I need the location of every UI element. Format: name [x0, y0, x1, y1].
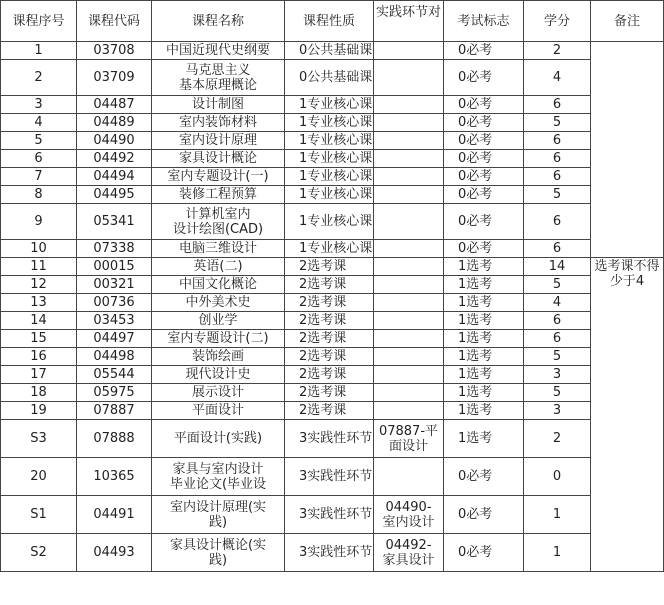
- credit-cell: 3: [524, 402, 591, 420]
- practice-link-cell: [374, 384, 444, 402]
- course-name-cell: 现代设计史: [152, 366, 285, 384]
- course-type-cell: 2选考课: [285, 348, 374, 366]
- practice-link-cell: [374, 168, 444, 186]
- exam-flag-cell: 0必考: [444, 132, 524, 150]
- course-type-cell: 1专业核心课: [285, 240, 374, 258]
- header-cell: 课程性质: [285, 1, 374, 42]
- table-row: [1, 366, 664, 384]
- course-type-cell: 3实践性环节: [285, 534, 374, 572]
- credit-cell: 1: [524, 534, 591, 572]
- course-code-cell: 03709: [77, 60, 152, 96]
- course-code-cell: 05544: [77, 366, 152, 384]
- header-cell: 课程代码: [77, 1, 152, 42]
- exam-flag-cell: 0必考: [444, 150, 524, 168]
- exam-flag-cell: 0必考: [444, 186, 524, 204]
- row-number-cell: 16: [1, 348, 77, 366]
- course-code-cell: 05341: [77, 204, 152, 240]
- practice-link-cell: 04492- 家具设计: [374, 534, 444, 572]
- course-name-cell: 电脑三维设计: [152, 240, 285, 258]
- exam-flag-cell: 0必考: [444, 42, 524, 60]
- row-number-cell: 9: [1, 204, 77, 240]
- row-number-cell: 20: [1, 458, 77, 496]
- course-name-cell: 平面设计: [152, 402, 285, 420]
- course-name-cell: 装饰绘画: [152, 348, 285, 366]
- course-code-cell: 04494: [77, 168, 152, 186]
- row-number-cell: 2: [1, 60, 77, 96]
- course-type-cell: 2选考课: [285, 258, 374, 276]
- practice-link-cell: [374, 276, 444, 294]
- credit-cell: 5: [524, 384, 591, 402]
- course-name-cell: 家具设计概论: [152, 150, 285, 168]
- row-number-cell: 1: [1, 42, 77, 60]
- practice-link-cell: 07887-平 面设计: [374, 420, 444, 458]
- remark-note: 选考课不得少于4: [591, 258, 664, 572]
- exam-flag-cell: 1选考: [444, 312, 524, 330]
- course-type-cell: 1专业核心课: [285, 132, 374, 150]
- row-number-cell: 14: [1, 312, 77, 330]
- course-name-cell: 平面设计(实践): [152, 420, 285, 458]
- credit-cell: 5: [524, 114, 591, 132]
- course-name-cell: 英语(二): [152, 258, 285, 276]
- course-type-cell: 1专业核心课: [285, 204, 374, 240]
- table-row: [1, 204, 664, 240]
- header-cell: 备注: [591, 1, 664, 42]
- exam-flag-cell: 1选考: [444, 366, 524, 384]
- row-number-cell: 15: [1, 330, 77, 348]
- course-code-cell: 04492: [77, 150, 152, 168]
- course-name-cell: 室内设计原理: [152, 132, 285, 150]
- header-cell: 课程名称: [152, 1, 285, 42]
- credit-cell: 4: [524, 294, 591, 312]
- row-number-cell: 4: [1, 114, 77, 132]
- exam-flag-cell: 1选考: [444, 330, 524, 348]
- course-name-cell: 家具设计概论(实 践): [152, 534, 285, 572]
- row-number-cell: S2: [1, 534, 77, 572]
- exam-flag-cell: 0必考: [444, 96, 524, 114]
- course-code-cell: 04490: [77, 132, 152, 150]
- course-code-cell: 04487: [77, 96, 152, 114]
- practice-link-cell: [374, 330, 444, 348]
- course-name-cell: 展示设计: [152, 384, 285, 402]
- course-type-cell: 2选考课: [285, 366, 374, 384]
- exam-flag-cell: 1选考: [444, 258, 524, 276]
- course-name-cell: 室内装饰材料: [152, 114, 285, 132]
- row-number-cell: 3: [1, 96, 77, 114]
- table-row: [1, 168, 664, 186]
- course-name-cell: 计算机室内 设计绘图(CAD): [152, 204, 285, 240]
- course-type-cell: 1专业核心课: [285, 186, 374, 204]
- credit-cell: 14: [524, 258, 591, 276]
- row-number-cell: 5: [1, 132, 77, 150]
- course-code-cell: 07338: [77, 240, 152, 258]
- course-name-cell: 中国近现代史纲要: [152, 42, 285, 60]
- course-type-cell: 0公共基础课: [285, 42, 374, 60]
- table-row: [1, 312, 664, 330]
- remark-cell: [591, 42, 664, 258]
- practice-link-cell: [374, 258, 444, 276]
- course-code-cell: 00736: [77, 294, 152, 312]
- row-number-cell: 11: [1, 258, 77, 276]
- practice-link-cell: [374, 150, 444, 168]
- table-row: [1, 348, 664, 366]
- row-number-cell: S3: [1, 420, 77, 458]
- table-row: [1, 96, 664, 114]
- course-name-cell: 马克思主义 基本原理概论: [152, 60, 285, 96]
- table-row: [1, 186, 664, 204]
- table-row: [1, 276, 664, 294]
- practice-link-cell: [374, 204, 444, 240]
- table-row: [1, 420, 664, 458]
- practice-link-cell: [374, 186, 444, 204]
- exam-flag-cell: 0必考: [444, 60, 524, 96]
- course-code-cell: 00015: [77, 258, 152, 276]
- course-name-cell: 家具与室内设计 毕业论文(毕业设: [152, 458, 285, 496]
- row-number-cell: 8: [1, 186, 77, 204]
- exam-flag-cell: 0必考: [444, 534, 524, 572]
- header-cell: 实践环节对: [374, 1, 444, 42]
- credit-cell: 5: [524, 276, 591, 294]
- course-name-cell: 室内设计原理(实 践): [152, 496, 285, 534]
- practice-link-cell: [374, 294, 444, 312]
- credit-cell: 6: [524, 240, 591, 258]
- course-code-cell: 04498: [77, 348, 152, 366]
- credit-cell: 6: [524, 96, 591, 114]
- credit-cell: 5: [524, 186, 591, 204]
- exam-flag-cell: 0必考: [444, 458, 524, 496]
- course-code-cell: 07887: [77, 402, 152, 420]
- credit-cell: 6: [524, 168, 591, 186]
- course-name-cell: 中外美术史: [152, 294, 285, 312]
- table-row: [1, 534, 664, 572]
- table-row: [1, 402, 664, 420]
- table-row: [1, 114, 664, 132]
- course-code-cell: 04493: [77, 534, 152, 572]
- exam-flag-cell: 0必考: [444, 204, 524, 240]
- course-code-cell: 03453: [77, 312, 152, 330]
- course-type-cell: 2选考课: [285, 294, 374, 312]
- credit-cell: 6: [524, 150, 591, 168]
- header-row: [1, 1, 664, 42]
- row-number-cell: 6: [1, 150, 77, 168]
- table-row: [1, 132, 664, 150]
- course-type-cell: 2选考课: [285, 330, 374, 348]
- exam-flag-cell: 1选考: [444, 402, 524, 420]
- row-number-cell: 17: [1, 366, 77, 384]
- credit-cell: 6: [524, 132, 591, 150]
- practice-link-cell: [374, 240, 444, 258]
- course-code-cell: 04489: [77, 114, 152, 132]
- practice-link-cell: [374, 458, 444, 496]
- row-number-cell: 12: [1, 276, 77, 294]
- exam-flag-cell: 1选考: [444, 420, 524, 458]
- exam-flag-cell: 0必考: [444, 496, 524, 534]
- exam-flag-cell: 0必考: [444, 114, 524, 132]
- course-type-cell: 2选考课: [285, 276, 374, 294]
- course-code-cell: 07888: [77, 420, 152, 458]
- course-name-cell: 装修工程预算: [152, 186, 285, 204]
- course-type-cell: 3实践性环节: [285, 420, 374, 458]
- practice-link-cell: [374, 402, 444, 420]
- exam-flag-cell: 1选考: [444, 276, 524, 294]
- credit-cell: 0: [524, 458, 591, 496]
- course-code-cell: 00321: [77, 276, 152, 294]
- course-name-cell: 中国文化概论: [152, 276, 285, 294]
- course-type-cell: 3实践性环节: [285, 458, 374, 496]
- credit-cell: 5: [524, 348, 591, 366]
- course-name-cell: 设计制图: [152, 96, 285, 114]
- credit-cell: 2: [524, 420, 591, 458]
- course-type-cell: 1专业核心课: [285, 150, 374, 168]
- exam-flag-cell: 1选考: [444, 348, 524, 366]
- course-type-cell: 1专业核心课: [285, 96, 374, 114]
- table-row: [1, 258, 664, 276]
- course-type-cell: 1专业核心课: [285, 168, 374, 186]
- row-number-cell: 7: [1, 168, 77, 186]
- course-type-cell: 2选考课: [285, 402, 374, 420]
- row-number-cell: 18: [1, 384, 77, 402]
- table-row: [1, 458, 664, 496]
- course-type-cell: 0公共基础课: [285, 60, 374, 96]
- table-row: [1, 496, 664, 534]
- course-code-cell: 04495: [77, 186, 152, 204]
- exam-flag-cell: 1选考: [444, 384, 524, 402]
- header-cell: 课程序号: [1, 1, 77, 42]
- row-number-cell: 10: [1, 240, 77, 258]
- practice-link-cell: [374, 348, 444, 366]
- table-row: [1, 60, 664, 96]
- credit-cell: 6: [524, 204, 591, 240]
- practice-link-cell: [374, 132, 444, 150]
- exam-flag-cell: 0必考: [444, 240, 524, 258]
- practice-link-cell: [374, 96, 444, 114]
- course-type-cell: 3实践性环节: [285, 496, 374, 534]
- course-code-cell: 10365: [77, 458, 152, 496]
- row-number-cell: S1: [1, 496, 77, 534]
- exam-flag-cell: 0必考: [444, 168, 524, 186]
- credit-cell: 3: [524, 366, 591, 384]
- course-code-cell: 04497: [77, 330, 152, 348]
- table-row: [1, 240, 664, 258]
- course-type-cell: 1专业核心课: [285, 114, 374, 132]
- row-number-cell: 13: [1, 294, 77, 312]
- row-number-cell: 19: [1, 402, 77, 420]
- exam-flag-cell: 1选考: [444, 294, 524, 312]
- course-name-cell: 室内专题设计(二): [152, 330, 285, 348]
- table-row: [1, 330, 664, 348]
- practice-link-cell: [374, 312, 444, 330]
- practice-link-cell: 04490- 室内设计: [374, 496, 444, 534]
- course-code-cell: 04491: [77, 496, 152, 534]
- practice-link-cell: [374, 366, 444, 384]
- credit-cell: 6: [524, 312, 591, 330]
- practice-link-cell: [374, 114, 444, 132]
- practice-link-cell: [374, 60, 444, 96]
- practice-link-cell: [374, 42, 444, 60]
- table-row: [1, 384, 664, 402]
- course-name-cell: 室内专题设计(一): [152, 168, 285, 186]
- header-cell: 学分: [524, 1, 591, 42]
- table-row: [1, 42, 664, 60]
- credit-cell: 2: [524, 42, 591, 60]
- course-type-cell: 2选考课: [285, 384, 374, 402]
- credit-cell: 4: [524, 60, 591, 96]
- course-type-cell: 2选考课: [285, 312, 374, 330]
- course-code-cell: 05975: [77, 384, 152, 402]
- header-cell: 考试标志: [444, 1, 524, 42]
- credit-cell: 1: [524, 496, 591, 534]
- table-row: [1, 294, 664, 312]
- credit-cell: 6: [524, 330, 591, 348]
- course-code-cell: 03708: [77, 42, 152, 60]
- table-row: [1, 150, 664, 168]
- course-name-cell: 创业学: [152, 312, 285, 330]
